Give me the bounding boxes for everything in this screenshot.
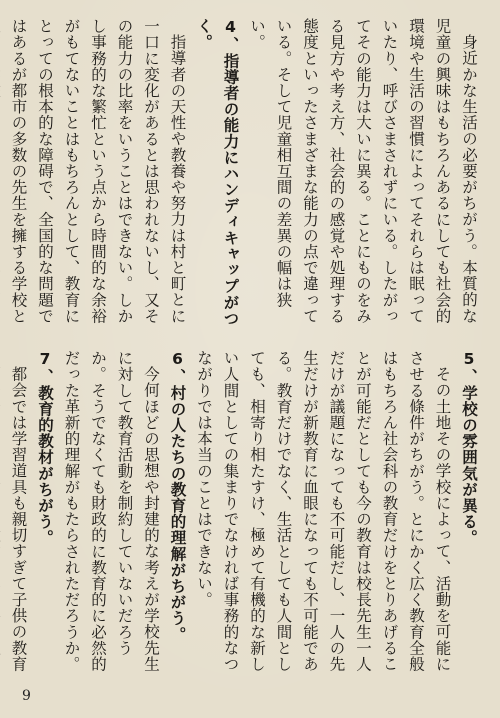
section-heading-7: 7、教育的教材がちがう。: [36, 350, 54, 546]
upper-vertical-text: [9, 18, 482, 338]
section-heading-6: 6、村の人たちの教育的理解がちがう。: [168, 350, 187, 643]
upper-text-block: [9, 18, 482, 338]
page-number: 9: [22, 688, 31, 704]
section-heading-5: 5、学校の雰囲気が異る。: [460, 350, 478, 546]
lower-vertical-text: [9, 350, 482, 680]
section-heading-4: 4、指導者の能力にハンディキャップがつく。: [195, 18, 240, 327]
paragraph: その土地その学校によって、活動を可能にさせる條件がちがう。とにかく広く教育全般はもちろん社会科の教育だけをとりあげることが可能だとしても今の教育は校長先生一人だけが議題になっても不可能だし、一人の先生だけが新教育に血眼になっても不可能である。教育だけでなく、生活としても人間としても、相寄り相たすけ、極めて有機的な新しい人間としての集まりでなければ事務的なつながりでは本当のことはできない。: [195, 350, 452, 672]
paragraph: 身近かな生活の必要がちがう。本質的な児童の興味はもちろんあるにしても社会的環境や生活の習慣によってそれらは眠っていたり、呼びさまされずにいる。したがってその能力は大いに異る。ことにものをみる見方や考え方、社会的の感覚や処理する態度といったさまざまな能力の点で違っている。そして児童相互間の差異の幅は狭い。: [248, 18, 478, 324]
lower-text-block: [9, 350, 482, 680]
paragraph: 指導者の天性や教養や努力は村と町とに一口に変化があるとは思われないし、又その能力の比率をいうことはできない。しかし事務的な繁忙という点から時間的な余裕がもてないことはもちろんとして、教育にとっての根本的な障碍で、全国的な問題ではあるが都市の多数の先生を擁する学校と: [9, 18, 187, 324]
paragraph: 都会では学習道具も親切すぎて子供の教育: [9, 365, 28, 672]
paragraph: 今何ほどの思想や封建的な考えが学校先生に対して教育活動を制約していないだろうか。そうでなくても財政的に教育的に必然的だった革新的理解がもたらされただろうか。: [62, 350, 160, 672]
